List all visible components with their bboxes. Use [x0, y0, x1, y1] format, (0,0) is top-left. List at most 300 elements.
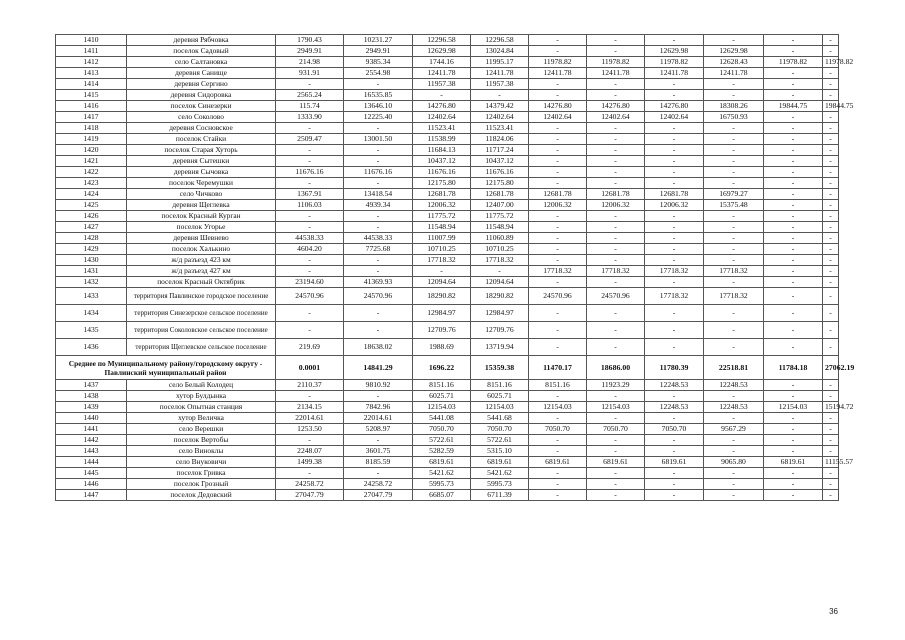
value-cell: 12296.58 — [413, 35, 471, 46]
value-cell: 11978.82 — [529, 57, 587, 68]
value-cell: - — [645, 123, 704, 134]
value-cell: - — [276, 255, 344, 266]
value-cell: - — [587, 255, 645, 266]
settlement-name: поселок Старая Хуторь — [127, 145, 276, 156]
settlement-name: территория Щеглевское сельское поселение — [127, 339, 276, 356]
value-cell: - — [587, 134, 645, 145]
value-cell: - — [764, 112, 823, 123]
value-cell: - — [529, 339, 587, 356]
value-cell: 11676.16 — [344, 167, 413, 178]
value-cell: - — [587, 46, 645, 57]
value-cell: 12154.03 — [471, 402, 529, 413]
value-cell: 12629.98 — [704, 46, 764, 57]
value-cell: - — [529, 391, 587, 402]
value-cell: 12154.03 — [529, 402, 587, 413]
value-cell: - — [764, 222, 823, 233]
value-cell: 12248.53 — [704, 402, 764, 413]
value-cell: 12154.03 — [413, 402, 471, 413]
value-cell: - — [471, 90, 529, 101]
value-cell: 9065.80 — [704, 457, 764, 468]
table-row — [56, 288, 839, 305]
value-cell: 11717.24 — [471, 145, 529, 156]
row-number: 1410 — [56, 35, 127, 46]
value-cell: 7050.70 — [471, 424, 529, 435]
value-cell: - — [823, 112, 839, 123]
settlement-name: поселок Вертобы — [127, 435, 276, 446]
value-cell: 13719.94 — [471, 339, 529, 356]
settlement-name: хутор Величка — [127, 413, 276, 424]
row-number: 1443 — [56, 446, 127, 457]
value-cell: - — [344, 468, 413, 479]
settlement-name: деревня Сытешки — [127, 156, 276, 167]
table-row — [56, 424, 839, 435]
row-number: 1434 — [56, 305, 127, 322]
value-cell: - — [823, 391, 839, 402]
value-cell: 5282.59 — [413, 446, 471, 457]
value-cell: - — [587, 322, 645, 339]
settlement-name: территория Павлинское городское поселение — [127, 288, 276, 305]
value-cell: 41369.93 — [344, 277, 413, 288]
value-cell: 12402.64 — [645, 112, 704, 123]
value-cell: - — [764, 305, 823, 322]
row-number: 1414 — [56, 79, 127, 90]
value-cell: - — [413, 90, 471, 101]
summary-row — [56, 356, 839, 380]
value-cell: 19844.75 — [823, 101, 839, 112]
table-row — [56, 167, 839, 178]
value-cell: 24258.72 — [344, 479, 413, 490]
value-cell: - — [276, 145, 344, 156]
value-cell: - — [529, 90, 587, 101]
table-row — [56, 222, 839, 233]
settlement-name: деревня Сычовка — [127, 167, 276, 178]
value-cell: 12709.76 — [413, 322, 471, 339]
value-cell: 7050.70 — [645, 424, 704, 435]
value-cell: 11978.82 — [587, 57, 645, 68]
value-cell: - — [529, 79, 587, 90]
row-number: 1428 — [56, 233, 127, 244]
value-cell: 22014.61 — [276, 413, 344, 424]
value-cell: - — [764, 189, 823, 200]
table-row — [56, 101, 839, 112]
value-cell: - — [587, 490, 645, 501]
row-number: 1437 — [56, 380, 127, 391]
value-cell: 6819.61 — [471, 457, 529, 468]
value-cell: - — [529, 490, 587, 501]
value-cell: 24258.72 — [276, 479, 344, 490]
settlement-name: поселок Синезерки — [127, 101, 276, 112]
value-cell: - — [587, 413, 645, 424]
value-cell: - — [645, 339, 704, 356]
value-cell: 17718.32 — [704, 266, 764, 277]
table-row — [56, 490, 839, 501]
value-cell: - — [645, 233, 704, 244]
row-number: 1430 — [56, 255, 127, 266]
value-cell: - — [587, 339, 645, 356]
value-cell: - — [823, 178, 839, 189]
value-cell: 12411.78 — [645, 68, 704, 79]
table-row — [56, 233, 839, 244]
value-cell: - — [704, 468, 764, 479]
value-cell: 1988.69 — [413, 339, 471, 356]
value-cell: - — [823, 123, 839, 134]
value-cell: 15375.48 — [704, 200, 764, 211]
value-cell: - — [276, 305, 344, 322]
value-cell: 12402.64 — [413, 112, 471, 123]
row-number: 1423 — [56, 178, 127, 189]
value-cell: - — [823, 266, 839, 277]
value-cell: - — [704, 79, 764, 90]
row-number: 1438 — [56, 391, 127, 402]
value-cell: - — [764, 479, 823, 490]
value-cell: 12402.64 — [587, 112, 645, 123]
value-cell: 19844.75 — [764, 101, 823, 112]
value-cell: 11676.16 — [413, 167, 471, 178]
value-cell: 18308.26 — [704, 101, 764, 112]
value-cell: - — [823, 244, 839, 255]
value-cell: - — [704, 134, 764, 145]
value-cell: 10437.12 — [413, 156, 471, 167]
table-row — [56, 435, 839, 446]
value-cell: - — [529, 35, 587, 46]
value-cell: 44538.33 — [276, 233, 344, 244]
settlement-name: поселок Красный Курган — [127, 211, 276, 222]
value-cell: 6819.61 — [587, 457, 645, 468]
value-cell: - — [764, 277, 823, 288]
value-cell: - — [529, 123, 587, 134]
value-cell: - — [764, 424, 823, 435]
value-cell: - — [645, 305, 704, 322]
value-cell: - — [823, 380, 839, 391]
value-cell: 8151.16 — [413, 380, 471, 391]
value-cell: - — [529, 167, 587, 178]
table-row — [56, 57, 839, 68]
value-cell: 11060.89 — [471, 233, 529, 244]
row-number: 1447 — [56, 490, 127, 501]
value-cell: - — [704, 479, 764, 490]
value-cell: - — [704, 222, 764, 233]
row-number: 1412 — [56, 57, 127, 68]
value-cell: - — [704, 35, 764, 46]
row-number: 1436 — [56, 339, 127, 356]
table-row — [56, 457, 839, 468]
value-cell: 5441.68 — [471, 413, 529, 424]
table-row — [56, 145, 839, 156]
value-cell: - — [645, 134, 704, 145]
value-cell: - — [276, 435, 344, 446]
value-cell: 6819.61 — [764, 457, 823, 468]
value-cell: - — [645, 479, 704, 490]
value-cell: 6025.71 — [413, 391, 471, 402]
value-cell: - — [764, 167, 823, 178]
settlement-name: поселок Стайки — [127, 134, 276, 145]
value-cell: - — [704, 391, 764, 402]
value-cell: 2509.47 — [276, 134, 344, 145]
value-cell: - — [764, 322, 823, 339]
value-cell: - — [823, 145, 839, 156]
settlement-name: деревня Рябчовка — [127, 35, 276, 46]
value-cell: - — [823, 200, 839, 211]
table-row — [56, 68, 839, 79]
value-cell: 10437.12 — [471, 156, 529, 167]
value-cell: - — [645, 468, 704, 479]
value-cell: - — [529, 446, 587, 457]
value-cell: - — [344, 79, 413, 90]
value-cell: 14276.80 — [413, 101, 471, 112]
value-cell: - — [823, 435, 839, 446]
value-cell: 12006.32 — [529, 200, 587, 211]
value-cell: 12984.97 — [413, 305, 471, 322]
value-cell: - — [276, 123, 344, 134]
value-cell: 12411.78 — [529, 68, 587, 79]
table-row — [56, 322, 839, 339]
value-cell: 17718.32 — [471, 255, 529, 266]
value-cell: 1696.22 — [413, 356, 471, 380]
value-cell: - — [645, 222, 704, 233]
value-cell: 15194.72 — [823, 402, 839, 413]
value-cell: - — [704, 90, 764, 101]
value-cell: - — [587, 435, 645, 446]
value-cell: - — [276, 322, 344, 339]
value-cell: 12411.78 — [471, 68, 529, 79]
value-cell: - — [587, 244, 645, 255]
settlement-name: поселок Угорье — [127, 222, 276, 233]
settlement-name: село Белый Колодец — [127, 380, 276, 391]
value-cell: - — [529, 244, 587, 255]
row-number: 1422 — [56, 167, 127, 178]
value-cell: - — [529, 305, 587, 322]
value-cell: 3601.75 — [344, 446, 413, 457]
value-cell: - — [587, 156, 645, 167]
value-cell: - — [276, 79, 344, 90]
row-number: 1413 — [56, 68, 127, 79]
value-cell: - — [645, 79, 704, 90]
value-cell: 11684.13 — [413, 145, 471, 156]
value-cell: - — [704, 178, 764, 189]
value-cell: - — [823, 305, 839, 322]
table-row — [56, 90, 839, 101]
settlement-name: поселок Черемушки — [127, 178, 276, 189]
settlement-name: село Верешки — [127, 424, 276, 435]
value-cell: - — [704, 435, 764, 446]
value-cell: 9810.92 — [344, 380, 413, 391]
settlement-name: деревня Санище — [127, 68, 276, 79]
value-cell: 18290.82 — [413, 288, 471, 305]
value-cell: - — [645, 145, 704, 156]
settlement-name: поселок Халькино — [127, 244, 276, 255]
value-cell: - — [645, 255, 704, 266]
value-cell: - — [529, 435, 587, 446]
settlement-name: территория Соколовское сельское поселение — [127, 322, 276, 339]
value-cell: - — [344, 305, 413, 322]
value-cell: - — [704, 413, 764, 424]
value-cell: - — [764, 134, 823, 145]
value-cell: 12407.00 — [471, 200, 529, 211]
value-cell: 5421.62 — [413, 468, 471, 479]
value-cell: 12681.78 — [587, 189, 645, 200]
value-cell: - — [587, 90, 645, 101]
value-cell: - — [764, 413, 823, 424]
value-cell: 12629.98 — [413, 46, 471, 57]
value-cell: 2949.91 — [344, 46, 413, 57]
value-cell: - — [823, 413, 839, 424]
value-cell: 11780.39 — [645, 356, 704, 380]
value-cell: 115.74 — [276, 101, 344, 112]
value-cell: 16535.85 — [344, 90, 413, 101]
value-cell: 27062.19 — [823, 356, 839, 380]
value-cell: - — [645, 90, 704, 101]
value-cell: - — [344, 391, 413, 402]
value-cell: - — [704, 156, 764, 167]
value-cell: 14379.42 — [471, 101, 529, 112]
value-cell: - — [529, 46, 587, 57]
value-cell: 2565.24 — [276, 90, 344, 101]
value-cell: 10710.25 — [413, 244, 471, 255]
settlement-name: ж/д разъезд 427 км — [127, 266, 276, 277]
value-cell: 18686.00 — [587, 356, 645, 380]
value-cell: 22014.61 — [344, 413, 413, 424]
row-number: 1444 — [56, 457, 127, 468]
value-cell: 8151.16 — [471, 380, 529, 391]
value-cell: - — [529, 178, 587, 189]
value-cell: 1499.38 — [276, 457, 344, 468]
value-cell: 11978.82 — [645, 57, 704, 68]
page-number: 36 — [829, 607, 838, 616]
value-cell: - — [529, 413, 587, 424]
value-cell: 12411.78 — [587, 68, 645, 79]
value-cell: 12402.64 — [471, 112, 529, 123]
value-cell: - — [529, 255, 587, 266]
settlement-name: поселок Красный Октябрик — [127, 277, 276, 288]
value-cell: 9385.34 — [344, 57, 413, 68]
value-cell: - — [764, 380, 823, 391]
value-cell: 24570.96 — [344, 288, 413, 305]
value-cell: 11978.82 — [823, 57, 839, 68]
value-cell: - — [645, 277, 704, 288]
value-cell: 6819.61 — [645, 457, 704, 468]
value-cell: - — [529, 277, 587, 288]
value-cell: 11995.17 — [471, 57, 529, 68]
value-cell: - — [529, 233, 587, 244]
value-cell: - — [764, 35, 823, 46]
value-cell: - — [529, 479, 587, 490]
value-cell: 2554.98 — [344, 68, 413, 79]
settlement-name: деревня Сидоровка — [127, 90, 276, 101]
value-cell: - — [645, 211, 704, 222]
value-cell: - — [764, 446, 823, 457]
value-cell: - — [276, 222, 344, 233]
value-cell: - — [587, 222, 645, 233]
row-number: 1435 — [56, 322, 127, 339]
value-cell: 18290.82 — [471, 288, 529, 305]
value-cell: - — [587, 79, 645, 90]
value-cell: 13024.84 — [471, 46, 529, 57]
table-row — [56, 200, 839, 211]
row-number: 1439 — [56, 402, 127, 413]
value-cell: - — [704, 244, 764, 255]
table-row — [56, 35, 839, 46]
row-number: 1446 — [56, 479, 127, 490]
value-cell: - — [529, 211, 587, 222]
table-row — [56, 402, 839, 413]
value-cell: - — [645, 446, 704, 457]
table-row — [56, 178, 839, 189]
value-cell: 11155.57 — [823, 457, 839, 468]
value-cell: - — [823, 277, 839, 288]
value-cell: - — [276, 266, 344, 277]
value-cell: - — [764, 123, 823, 134]
value-cell: 14276.80 — [587, 101, 645, 112]
value-cell: 11548.94 — [471, 222, 529, 233]
value-cell: 1253.50 — [276, 424, 344, 435]
value-cell: - — [764, 211, 823, 222]
value-cell: 17718.32 — [587, 266, 645, 277]
value-cell: - — [823, 90, 839, 101]
settlement-name: поселок Грозный — [127, 479, 276, 490]
value-cell: - — [704, 339, 764, 356]
value-cell: - — [529, 322, 587, 339]
value-cell: - — [276, 468, 344, 479]
value-cell: - — [823, 79, 839, 90]
value-cell: 12709.76 — [471, 322, 529, 339]
value-cell: 14841.29 — [344, 356, 413, 380]
value-cell: 2248.07 — [276, 446, 344, 457]
value-cell: - — [704, 233, 764, 244]
value-cell: - — [704, 145, 764, 156]
value-cell: - — [587, 167, 645, 178]
value-cell: - — [645, 167, 704, 178]
value-cell: 7050.70 — [587, 424, 645, 435]
table-row — [56, 79, 839, 90]
value-cell: - — [823, 479, 839, 490]
value-cell: - — [764, 255, 823, 266]
value-cell: - — [645, 391, 704, 402]
value-cell: 12681.78 — [413, 189, 471, 200]
value-cell: - — [645, 244, 704, 255]
value-cell: - — [764, 145, 823, 156]
value-cell: 12681.78 — [645, 189, 704, 200]
value-cell: - — [823, 322, 839, 339]
value-cell: - — [823, 233, 839, 244]
value-cell: - — [823, 490, 839, 501]
value-cell: 5995.73 — [471, 479, 529, 490]
value-cell: - — [823, 68, 839, 79]
row-number: 1426 — [56, 211, 127, 222]
row-number: 1419 — [56, 134, 127, 145]
table-row — [56, 189, 839, 200]
value-cell: 13001.50 — [344, 134, 413, 145]
table-row — [56, 391, 839, 402]
row-number: 1445 — [56, 468, 127, 479]
value-cell: - — [764, 490, 823, 501]
value-cell: - — [823, 424, 839, 435]
value-cell: 11824.06 — [471, 134, 529, 145]
value-cell: 6711.39 — [471, 490, 529, 501]
settlement-name: село Внуковичи — [127, 457, 276, 468]
value-cell: 18638.02 — [344, 339, 413, 356]
row-number: 1433 — [56, 288, 127, 305]
row-number: 1411 — [56, 46, 127, 57]
value-cell: 27047.79 — [276, 490, 344, 501]
summary-label: Среднее по Муниципальному району/городскому округу - Павлинский муниципальный район — [56, 356, 276, 380]
value-cell: 22518.81 — [704, 356, 764, 380]
value-cell: 5722.61 — [413, 435, 471, 446]
value-cell: - — [276, 391, 344, 402]
value-cell: - — [344, 156, 413, 167]
row-number: 1427 — [56, 222, 127, 233]
value-cell: 13646.10 — [344, 101, 413, 112]
value-cell: 24570.96 — [529, 288, 587, 305]
